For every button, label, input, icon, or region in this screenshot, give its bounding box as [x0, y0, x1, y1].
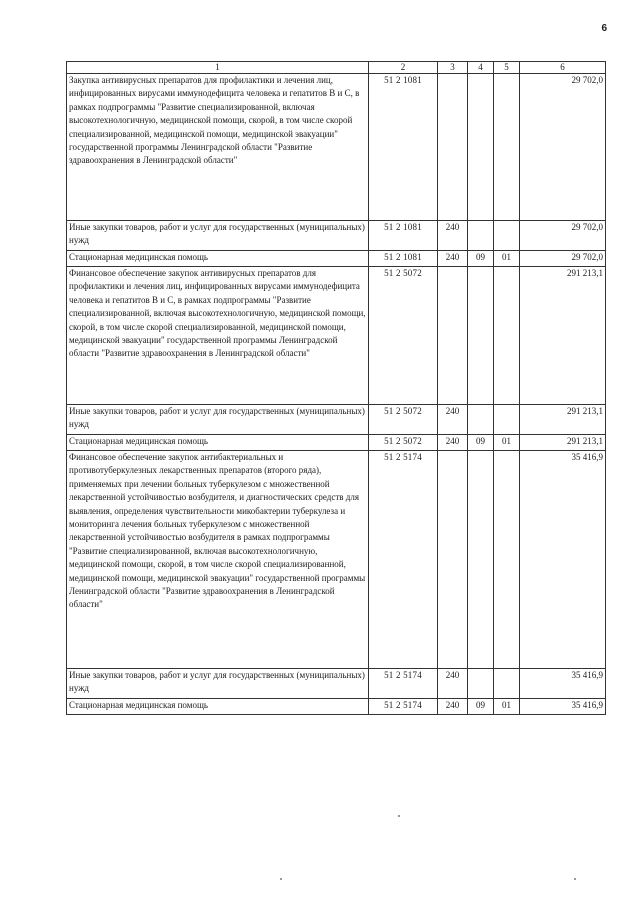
row-expense-type: [438, 451, 468, 669]
row-name: Финансовое обеспечение закупок антивирусных препаратов для профилактики и лечения лиц, инфицированных вирусами иммунодефицита человека и гепатитов В и С, в рамках подпрограммы "Развитие специализированной, включая высокотехнологичную, медицинской помощи, скорой, в том числе скорой специализированной, медицинской помощи, медицинской эвакуации" государственной программы Ленинградской области "Развитие здравоохранения в Ленинградской области": [67, 267, 369, 405]
table-row: [67, 669, 606, 699]
row-name: Финансовое обеспечение закупок антибактериальных и противотуберкулезных лекарственных препаратов (второго ряда), применяемых при лечении больных туберкулезом с множественной лекарственной устойчивостью возбудителя, и диагностических средств для выявления, определения чувствительности микобактерии туберкулеза и мониторинга лечения больных туберкулезом с множественной лекарственной устойчивостью возбудителя в рамках подпрограммы "Развитие специализированной, включая высокотехнологичную, медицинской помощи, скорой, в том числе скорой специализированной, медицинской помощи, медицинской эвакуации" государственной программы Ленинградской области "Развитие здравоохранения в Ленинградской области": [67, 451, 369, 669]
row-subsection: 01: [494, 435, 520, 451]
row-amount: 29 702,0: [520, 251, 606, 267]
row-subsection: [494, 669, 520, 699]
column-header: 4: [468, 62, 494, 74]
row-expense-type: [438, 267, 468, 405]
row-expense-type: 240: [438, 221, 468, 251]
row-name: Стационарная медицинская помощь: [67, 251, 369, 267]
column-header: 3: [438, 62, 468, 74]
table-row: [67, 405, 606, 435]
column-header: 1: [67, 62, 369, 74]
table-row: [67, 267, 606, 405]
row-name: Иные закупки товаров, работ и услуг для государственных (муниципальных) нужд: [67, 405, 369, 435]
row-target-code: 51 2 5174: [369, 699, 438, 715]
page-number: 6: [601, 23, 607, 34]
row-expense-type: 240: [438, 435, 468, 451]
row-section: [468, 405, 494, 435]
scan-speck: [574, 878, 576, 880]
row-expense-type: 240: [438, 405, 468, 435]
row-subsection: 01: [494, 699, 520, 715]
row-expense-type: 240: [438, 669, 468, 699]
row-section: [468, 451, 494, 669]
row-subsection: [494, 451, 520, 669]
row-target-code: 51 2 5174: [369, 451, 438, 669]
column-header: 2: [369, 62, 438, 74]
row-subsection: 01: [494, 251, 520, 267]
scan-speck: [280, 878, 282, 880]
column-header: 6: [520, 62, 606, 74]
row-name: Иные закупки товаров, работ и услуг для государственных (муниципальных) нужд: [67, 669, 369, 699]
row-section: [468, 267, 494, 405]
row-subsection: [494, 74, 520, 221]
row-amount: 35 416,9: [520, 669, 606, 699]
row-target-code: 51 2 1081: [369, 74, 438, 221]
row-amount: 291 213,1: [520, 405, 606, 435]
row-subsection: [494, 221, 520, 251]
row-name: Стационарная медицинская помощь: [67, 699, 369, 715]
row-section: 09: [468, 699, 494, 715]
row-expense-type: 240: [438, 699, 468, 715]
table-row: [67, 699, 606, 715]
column-header: 5: [494, 62, 520, 74]
table-row: [67, 74, 606, 221]
row-name: Закупка антивирусных препаратов для профилактики и лечения лиц, инфицированных вирусами иммунодефицита человека и гепатитов В и С, в рамках подпрограммы "Развитие специализированной, включая высокотехнологичную, медицинской помощи, скорой, в том числе скорой специализированной, медицинской помощи, медицинской эвакуации" государственной программы Ленинградской области "Развитие здравоохранения в Ленинградской области": [67, 74, 369, 221]
row-target-code: 51 2 5174: [369, 669, 438, 699]
row-section: 09: [468, 435, 494, 451]
row-expense-type: [438, 74, 468, 221]
table-row: [67, 251, 606, 267]
scan-speck: [398, 815, 400, 817]
row-amount: 291 213,1: [520, 435, 606, 451]
row-target-code: 51 2 5072: [369, 435, 438, 451]
row-subsection: [494, 405, 520, 435]
row-section: 09: [468, 251, 494, 267]
row-target-code: 51 2 1081: [369, 221, 438, 251]
budget-table: [66, 61, 606, 715]
row-expense-type: 240: [438, 251, 468, 267]
table-header-row: [67, 62, 606, 74]
row-subsection: [494, 267, 520, 405]
row-target-code: 51 2 5072: [369, 405, 438, 435]
row-name: Иные закупки товаров, работ и услуг для государственных (муниципальных) нужд: [67, 221, 369, 251]
row-name: Стационарная медицинская помощь: [67, 435, 369, 451]
row-section: [468, 74, 494, 221]
row-section: [468, 669, 494, 699]
row-amount: 35 416,9: [520, 451, 606, 669]
table-row: [67, 435, 606, 451]
table-row: [67, 451, 606, 669]
row-section: [468, 221, 494, 251]
row-target-code: 51 2 1081: [369, 251, 438, 267]
budget-table-body: [67, 62, 606, 715]
table-row: [67, 221, 606, 251]
row-amount: 29 702,0: [520, 74, 606, 221]
row-amount: 291 213,1: [520, 267, 606, 405]
row-target-code: 51 2 5072: [369, 267, 438, 405]
row-amount: 35 416,9: [520, 699, 606, 715]
row-amount: 29 702,0: [520, 221, 606, 251]
